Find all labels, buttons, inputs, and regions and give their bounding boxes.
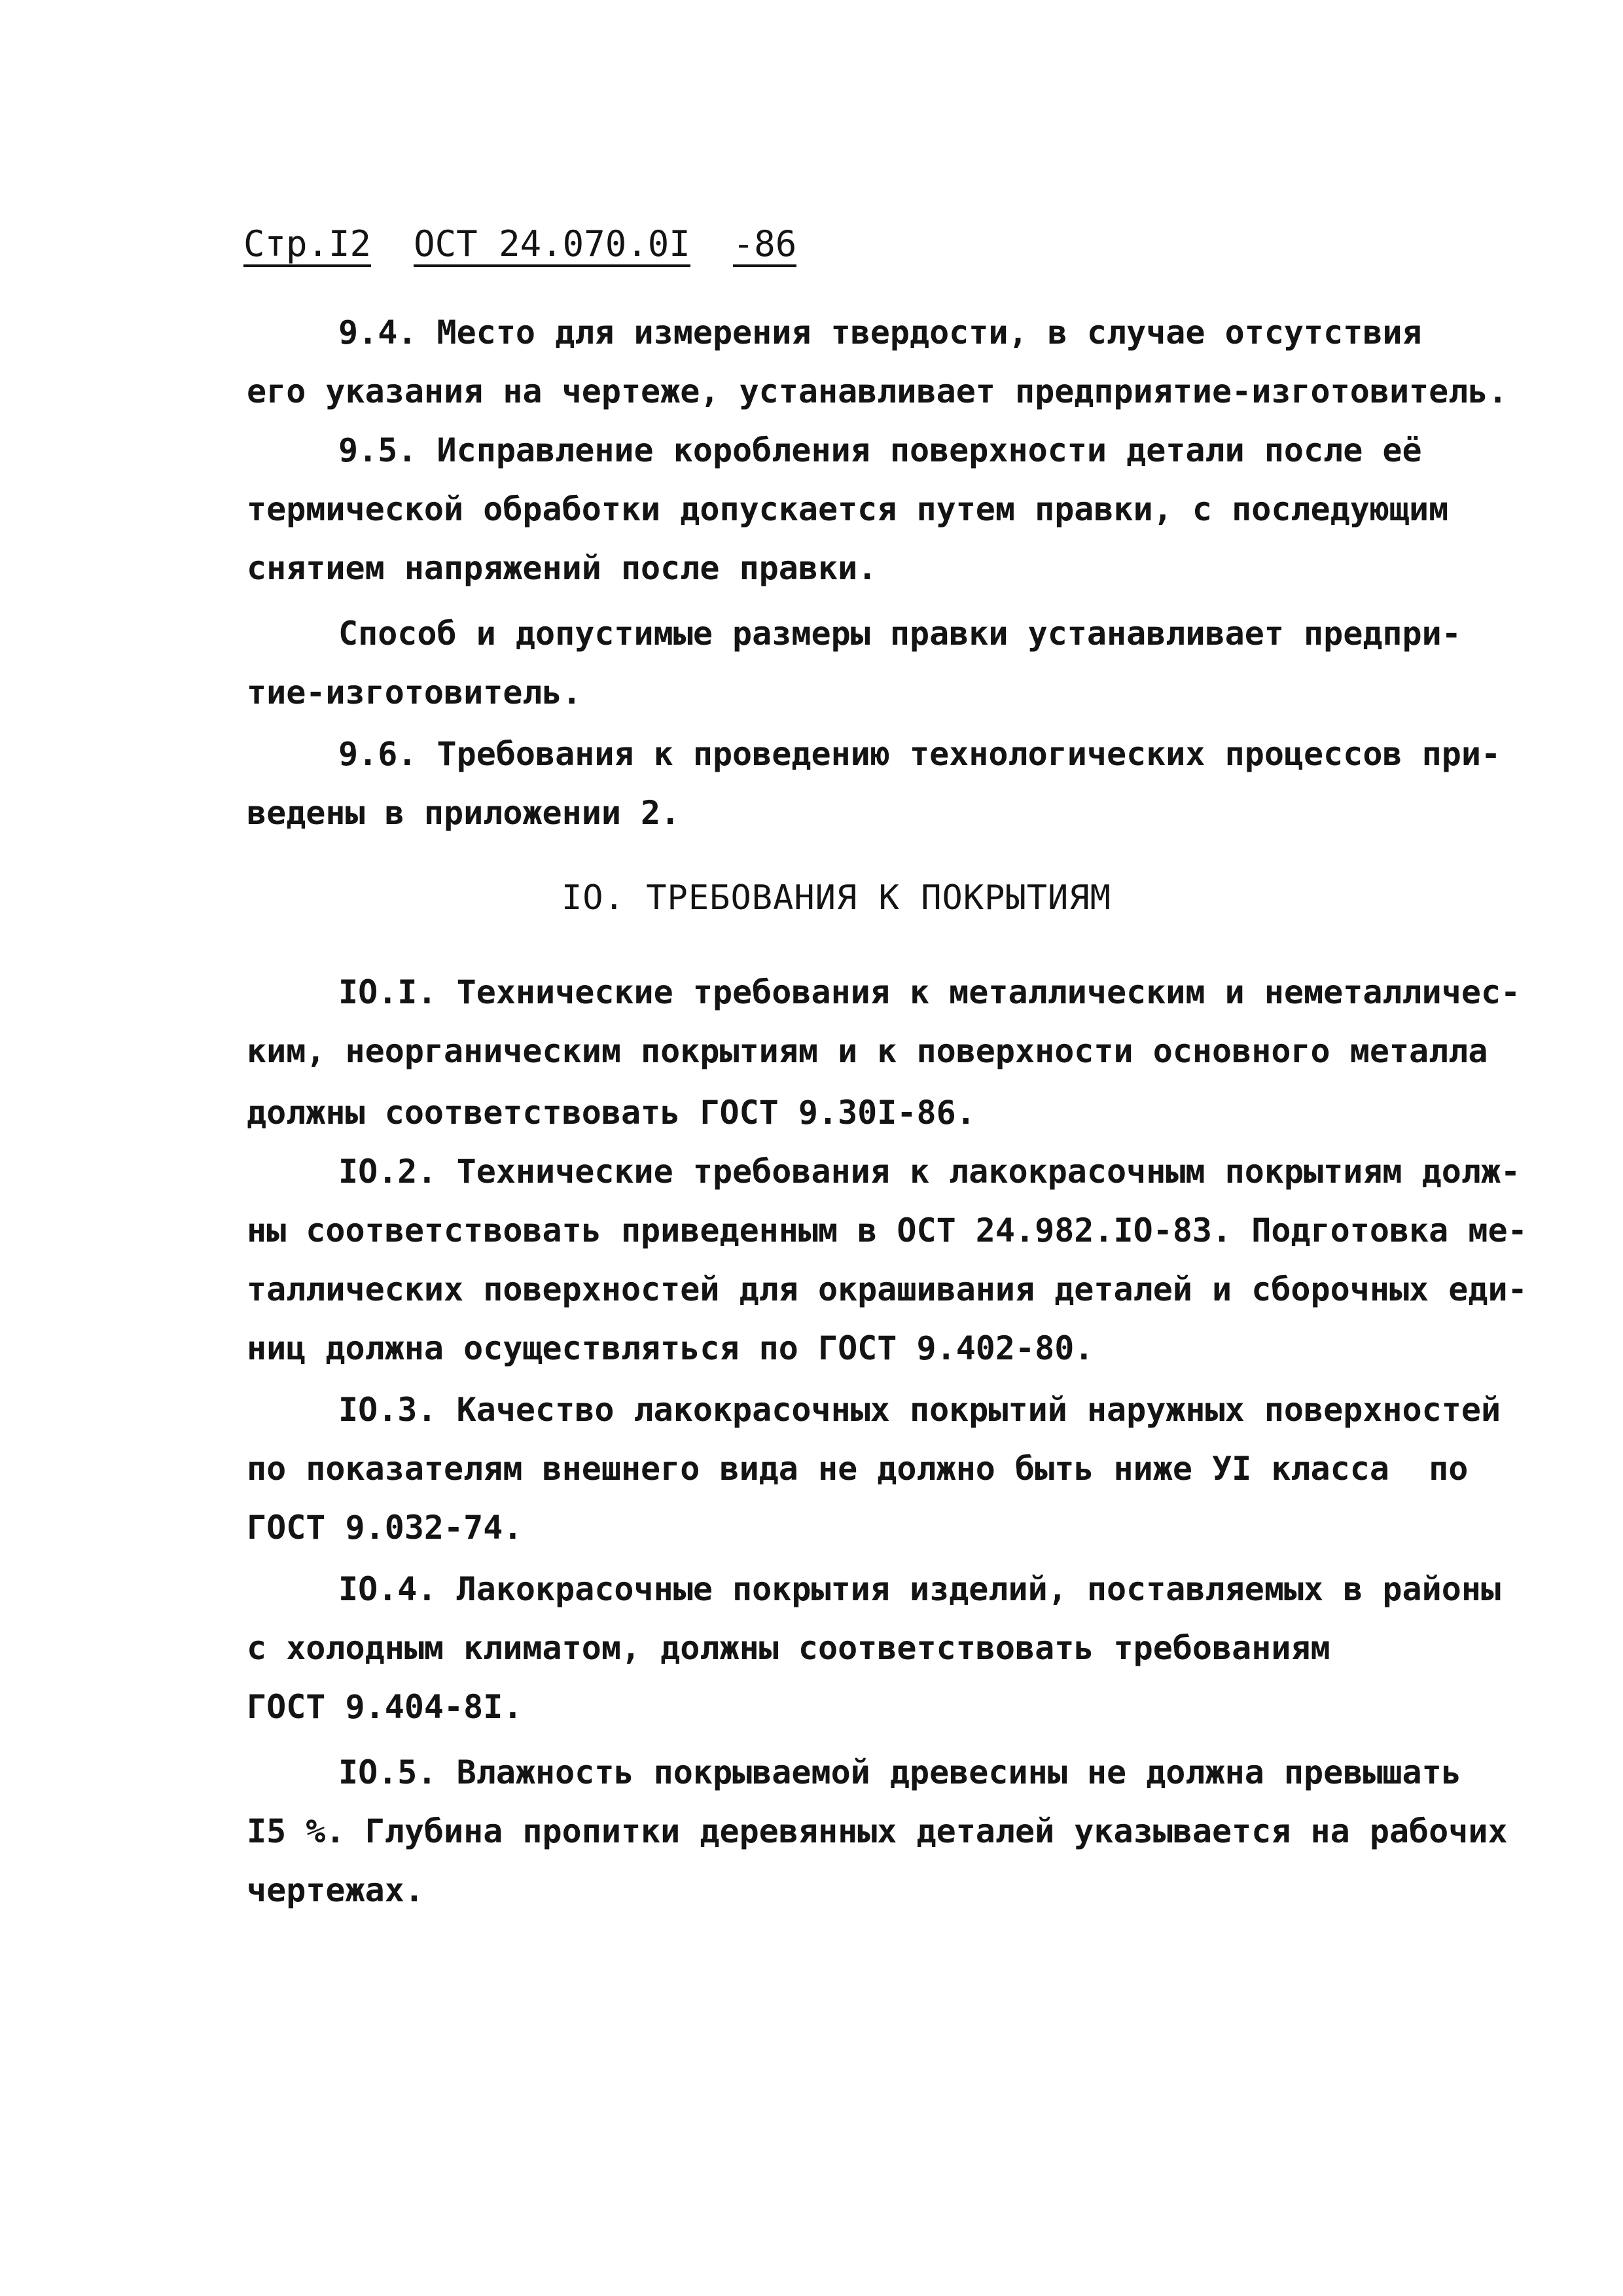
text-line: его указания на чертеже, устанавливает предприятие-изготовитель. [247,372,1508,410]
text-line: ким, неорганическим покрытиям и к поверхности основного металла [247,1032,1488,1070]
text-line: таллических поверхностей для окрашивания деталей и сборочных еди- [247,1270,1527,1308]
text-line: ГОСТ 9.404-8I. [247,1688,523,1726]
text-line: по показателям внешнего вида не должно быть ниже УI класса по [247,1450,1469,1488]
text-line: IO.4. Лакокрасочные покрытия изделий, поставляемых в районы [338,1570,1501,1608]
text-line: Способ и допустимые размеры правки устанавливает предпри- [338,615,1461,653]
header-year: -86 [733,223,797,267]
text-line: 9.5. Исправление коробления поверхности детали после её [338,431,1422,469]
text-line: снятием напряжений после правки. [247,549,878,587]
text-line: чертежах. [247,1871,424,1909]
text-line: IO.3. Качество лакокрасочных покрытий наружных поверхностей [338,1391,1501,1429]
text-line: IO.5. Влажность покрываемой древесины не должна превышать [338,1753,1461,1791]
text-line: ведены в приложении 2. [247,794,681,832]
section-heading: IO. ТРЕБОВАНИЯ К ПОКРЫТИЯМ [562,878,1111,918]
text-line: ны соответствовать приведенным в ОСТ 24.982.IO-83. Подготовка ме- [247,1211,1527,1249]
text-line: ниц должна осуществляться по ГОСТ 9.402-80. [247,1329,1094,1367]
text-line: ГОСТ 9.032-74. [247,1509,523,1547]
header-page-number: Стр.I2 [243,223,371,267]
text-line: 9.4. Место для измерения твердости, в случае отсутствия [338,314,1422,351]
text-line: 9.6. Требования к проведению технологических процессов при- [338,735,1501,773]
text-line: тие-изготовитель. [247,673,582,711]
text-line: IO.I. Технические требования к металлическим и неметалличес- [338,973,1521,1011]
header-standard-number: ОСТ 24.070.0I [414,223,690,267]
text-line: термической обработки допускается путем правки, с последующим [247,490,1449,528]
text-line: с холодным климатом, должны соответствовать требованиям [247,1629,1330,1667]
page-header [243,223,796,266]
text-line: IO.2. Технические требования к лакокрасочным покрытиям долж- [338,1153,1521,1191]
text-line: I5 %. Глубина пропитки деревянных деталей указывается на рабочих [247,1812,1508,1850]
text-line: должны соответствовать ГОСТ 9.30I-86. [247,1094,976,1132]
